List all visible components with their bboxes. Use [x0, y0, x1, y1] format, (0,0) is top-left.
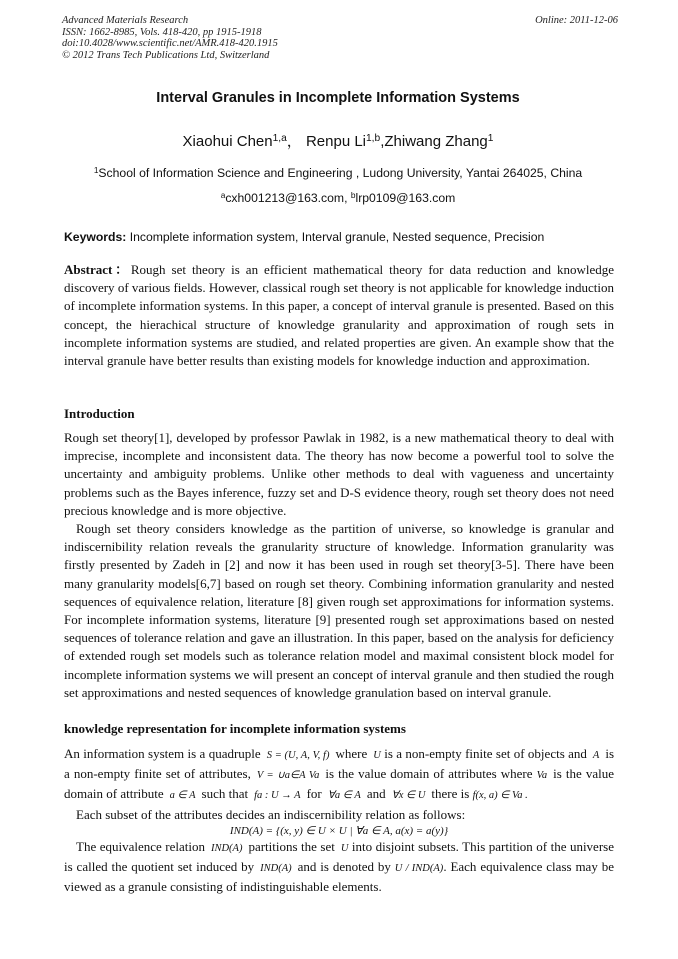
math-va: Va: [536, 770, 548, 782]
running-header: [62, 15, 618, 61]
author-emails: [62, 191, 614, 205]
author-affil-mark: 1,b: [366, 132, 381, 144]
author-separator: ,: [380, 133, 385, 150]
email-mark-b: b: [350, 189, 356, 200]
issn-line: ISSN: 1662-8985, Vols. 418-420, pp 1915-1918: [62, 26, 262, 38]
math-v: V = ∪a∈A Va: [256, 770, 320, 782]
email-b: lrp0109@163.com: [355, 191, 456, 205]
abstract: [64, 261, 614, 370]
abstract-label: Abstract：: [64, 262, 131, 277]
knowledge-body: [64, 745, 614, 896]
knowledge-paragraph-1: [64, 745, 614, 806]
math-fa: fa : U → A: [254, 790, 301, 802]
introduction-body: [64, 429, 614, 702]
math-quotient: U / IND(A): [394, 863, 444, 875]
text-run: and: [366, 786, 386, 802]
doi-line: doi:10.4028/www.scientific.net/AMR.418-420.1915: [62, 38, 278, 49]
affil-mark: 1: [93, 164, 99, 175]
ind-equation: IND(A) = {(x, y) ∈ U × U | ∀a ∈ A, a(x) = a(y)}: [229, 824, 449, 837]
text-run: is a non-empty finite set of objects and: [384, 746, 587, 761]
author-name: Renpu Li: [305, 133, 367, 150]
text-run: is a non-empty finite set of attributes,: [64, 746, 615, 782]
text-run: An information system is a quadruple: [64, 746, 261, 761]
math-a-in-a: a ∈ A: [169, 790, 196, 802]
math-forall-a: ∀a ∈ A: [327, 790, 361, 802]
author-list: [62, 130, 614, 151]
affiliation: [62, 166, 614, 180]
math-forall-x: ∀x ∈ U: [391, 790, 426, 802]
math-ind-a: IND(A): [210, 842, 243, 854]
paper-title: Interval Granules in Incomplete Information Systems: [156, 90, 520, 106]
author-name: Zhiwang Zhang: [384, 133, 488, 150]
math-a: A: [592, 750, 600, 761]
knowledge-paragraph-3: [64, 838, 614, 897]
math-u: U: [340, 842, 349, 854]
intro-paragraph-2: Rough set theory considers knowledge as the partition of universe, so knowledge is granular and indiscernibility relation reveals the granularity structure of knowledge. Information granularity was firstly presented by Zadeh in [2] and now it has been used in rough set theory[3-5]. There have been many granularity models[6,7] based on rough set theory. Combining information granularity and nested sequences of equivalence relation, literature [8] given rough set approximations for information systems. For incomplete information systems, literature [9] presented rough set approximations based on nested sequences of tolerance relation and gave an illustration. In this paper, based on the analysis for deficiency of extended rough set models such as tolerance relation model and maximal consistent block model for incomplete information systems we will present an concept of interval granule and then studied the rough set approximations and nested sequences of knowledge granulation based on interval granule.: [64, 521, 614, 700]
copyright-line: © 2012 Trans Tech Publications Ltd, Switzerland: [62, 49, 270, 61]
online-date: Online: 2011-12-06: [535, 15, 618, 26]
text-run: is the value domain of attributes where: [325, 766, 533, 782]
text-run: into disjoint subsets. This partition of the universe is called the quotient set induced by: [64, 838, 614, 875]
text-run: is the value domain of attribute: [64, 766, 614, 802]
text-run: and is denoted by: [297, 859, 391, 875]
text-run: where: [335, 746, 368, 761]
journal-name: Advanced Materials Research: [62, 15, 189, 26]
email-a: cxh001213@163.com: [225, 191, 345, 205]
author-affil-mark: 1,a: [272, 132, 287, 144]
knowledge-heading: knowledge representation for incomplete information systems: [64, 721, 406, 736]
author-name: Xiaohui Chen: [182, 133, 273, 150]
author-affil-mark: 1: [487, 132, 494, 144]
keywords: [64, 230, 616, 244]
intro-paragraph-1: Rough set theory[1], developed by professor Pawlak in 1982, is a new mathematical theory to deal with imprecise, incomplete and inconsistent data. The theory has now become a powerful tool to solve the uncertainty and ambiguity problems. Unlike other methods to deal with vagueness and uncertainty problems such as the Bayes inference, fuzzy set and D-S evidence theory, rough set theory does not need precious knowledge and is more objective.: [64, 430, 614, 518]
email-separator: ,: [344, 191, 351, 205]
text-run: The equivalence relation: [76, 838, 205, 854]
text-run: . Each equivalence class may be viewed as a granule consisting of indistinguishable elements.: [64, 859, 614, 895]
math-ind-a: IND(A): [260, 863, 292, 875]
text-run: for: [306, 786, 322, 802]
math-u: U: [373, 750, 381, 761]
math-f-x-a: f(x, a) ∈ Va .: [472, 790, 528, 802]
abstract-text: Rough set theory is an efficient mathematical theory for data reduction and knowledge discovery of various fields. However, classical rough set theory is not applicable for knowledge induction of incomplete information systems. In this paper, a concept of interval granule is presented. Based on this concept, the hierachical structure of knowledge granularity and approximation of rough sets in incomplete information systems are studied, and related properties are given. An example show that the interval granule have better results than existing models for knowledge induction and approximation.: [64, 262, 614, 369]
affil-text: School of Information Science and Engineering , Ludong University, Yantai 264025, China: [98, 166, 583, 180]
author-separator: ，: [286, 133, 306, 150]
keywords-text: Incomplete information system, Interval granule, Nested sequence, Precision: [129, 230, 545, 244]
text-run: partitions the set: [248, 838, 335, 854]
keywords-label: Keywords:: [64, 230, 127, 244]
text-run: there is: [431, 786, 470, 802]
text-run: such that: [201, 786, 249, 802]
introduction-heading: Introduction: [64, 406, 135, 421]
email-mark-a: a: [220, 189, 226, 200]
math-quadruple: S = (U, A, V, f): [266, 750, 330, 761]
knowledge-paragraph-2: Each subset of the attributes decides an indiscernibility relation as follows:: [76, 806, 466, 822]
